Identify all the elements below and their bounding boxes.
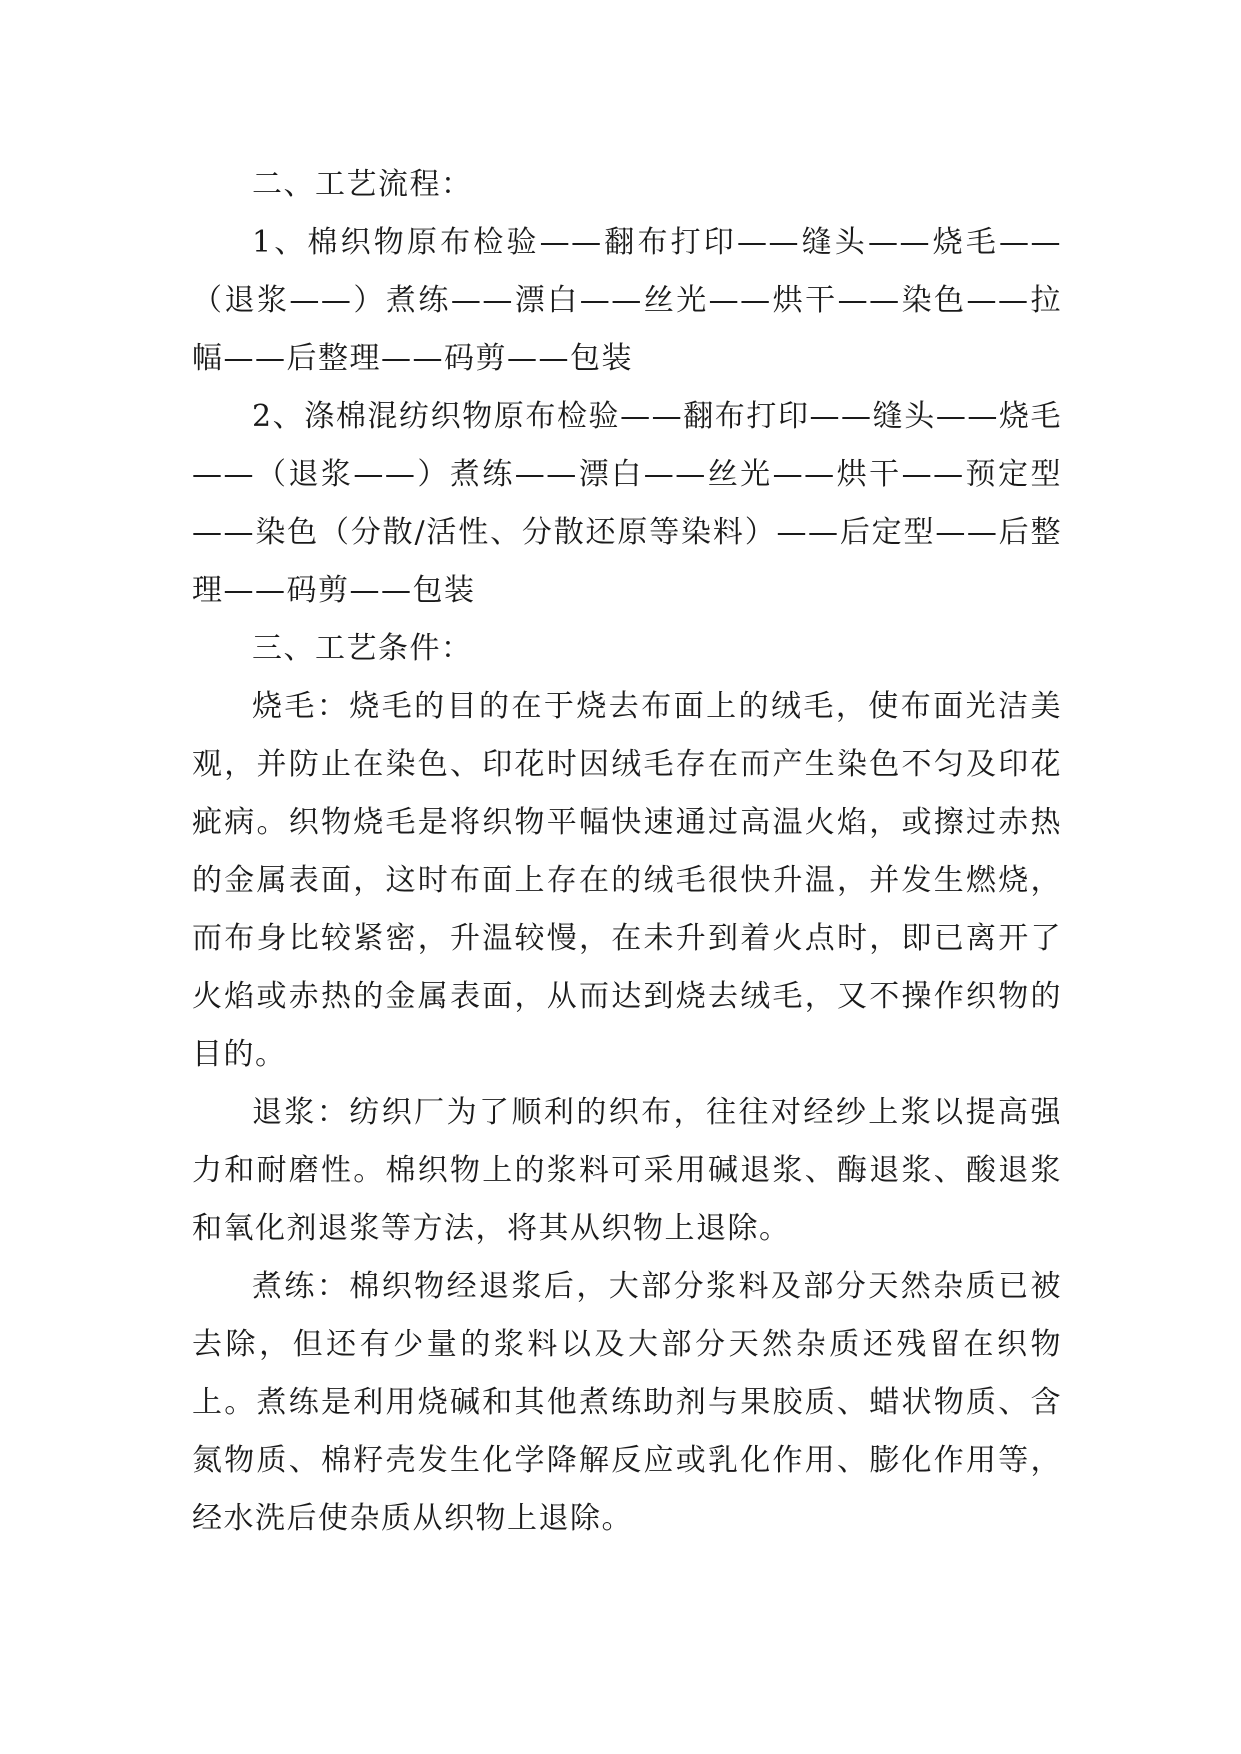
scouring-paragraph: 煮练：棉织物经退浆后，大部分浆料及部分天然杂质已被去除，但还有少量的浆料以及大部分天然杂质还残留在织物上。煮练是利用烧碱和其他煮练助剂与果胶质、蜡状物质、含氮物质、棉籽壳发生化学降解反应或乳化作用、膨化作用等，经水洗后使杂质从织物上退除。 — [192, 1269, 1062, 1536]
process-flow-polyester-cotton: 2、涤棉混纺织物原布检验——翻布打印——缝头——烧毛——（退浆——）煮练——漂白——丝光——烘干——预定型——染色（分散/活性、分散还原等染料）——后定型——后整理——码剪——包装 — [192, 399, 1062, 608]
document-body — [192, 156, 1062, 1548]
singeing-paragraph: 烧毛：烧毛的目的在于烧去布面上的绒毛，使布面光洁美观，并防止在染色、印花时因绒毛存在而产生染色不匀及印花疵病。织物烧毛是将织物平幅快速通过高温火焰，或擦过赤热的金属表面，这时布面上存在的绒毛很快升温，并发生燃烧，而布身比较紧密，升温较慢，在未升到着火点时，即已离开了火焰或赤热的金属表面，从而达到烧去绒毛，又不操作织物的目的。 — [192, 689, 1062, 1072]
section-3-heading: 三、工艺条件： — [252, 631, 473, 666]
section-2-heading: 二、工艺流程： — [252, 167, 473, 202]
desizing-paragraph: 退浆：纺织厂为了顺利的织布，往往对经纱上浆以提高强力和耐磨性。棉织物上的浆料可采用碱退浆、酶退浆、酸退浆和氧化剂退浆等方法，将其从织物上退除。 — [192, 1095, 1062, 1246]
process-flow-cotton: 1、棉织物原布检验——翻布打印——缝头——烧毛——（退浆——）煮练——漂白——丝光——烘干——染色——拉幅——后整理——码剪——包装 — [192, 225, 1062, 376]
